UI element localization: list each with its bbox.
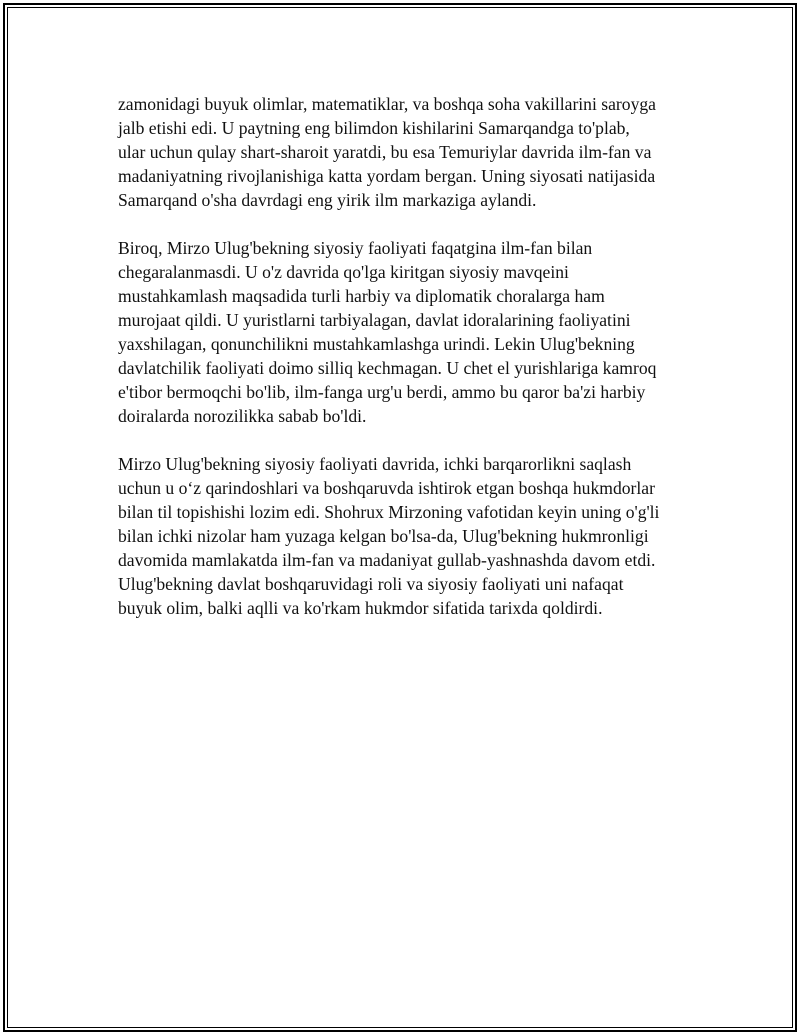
document-body: [118, 92, 698, 644]
text-line: davomida mamlakatda ilm-fan va madaniyat gullab-yashnashda davom etdi.: [118, 550, 656, 570]
paragraph-3: [118, 452, 698, 620]
text-line: murojaat qildi. U yuristlarni tarbiyalagan, davlat idoralarining faoliyatini: [118, 310, 631, 330]
text-line: yaxshilagan, qonunchilikni mustahkamlashga urindi. Lekin Ulug'bekning: [118, 334, 635, 354]
text-line: uchun u o‘z qarindoshlari va boshqaruvda ishtirok etgan boshqa hukmdorlar: [118, 478, 655, 498]
text-line: zamonidagi buyuk olimlar, matematiklar, va boshqa soha vakillarini saroyga: [118, 94, 656, 114]
text-line: davlatchilik faoliyati doimo silliq kechmagan. U chet el yurishlariga kamroq: [118, 358, 657, 378]
text-line: jalb etishi edi. U paytning eng bilimdon kishilarini Samarqandga to'plab,: [118, 118, 630, 138]
text-line: mustahkamlash maqsadida turli harbiy va diplomatik choralarga ham: [118, 286, 605, 306]
text-line: Ulug'bekning davlat boshqaruvidagi roli va siyosiy faoliyati uni nafaqat: [118, 574, 624, 594]
text-line: chegaralanmasdi. U o'z davrida qo'lga kiritgan siyosiy mavqeini: [118, 262, 569, 282]
text-line: ular uchun qulay shart-sharoit yaratdi, bu esa Temuriylar davrida ilm-fan va: [118, 142, 652, 162]
text-line: Biroq, Mirzo Ulug'bekning siyosiy faoliyati faqatgina ilm-fan bilan: [118, 238, 593, 258]
text-line: Mirzo Ulug'bekning siyosiy faoliyati davrida, ichki barqarorlikni saqlash: [118, 454, 632, 474]
text-line: madaniyatning rivojlanishiga katta yordam bergan. Uning siyosati natijasida: [118, 166, 656, 186]
paragraph-2: [118, 236, 698, 428]
text-line: bilan ichki nizolar ham yuzaga kelgan bo'lsa-da, Ulug'bekning hukmronligi: [118, 526, 649, 546]
text-line: e'tibor bermoqchi bo'lib, ilm-fanga urg'u berdi, ammo bu qaror ba'zi harbiy: [118, 382, 646, 402]
paragraph-1: [118, 92, 698, 212]
text-line: bilan til topishishi lozim edi. Shohrux Mirzoning vafotidan keyin uning o'g'li: [118, 502, 660, 522]
text-line: buyuk olim, balki aqlli va ko'rkam hukmdor sifatida tarixda qoldirdi.: [118, 598, 603, 618]
text-line: Samarqand o'sha davrdagi eng yirik ilm markaziga aylandi.: [118, 190, 537, 210]
text-line: doiralarda norozilikka sabab bo'ldi.: [118, 406, 367, 426]
